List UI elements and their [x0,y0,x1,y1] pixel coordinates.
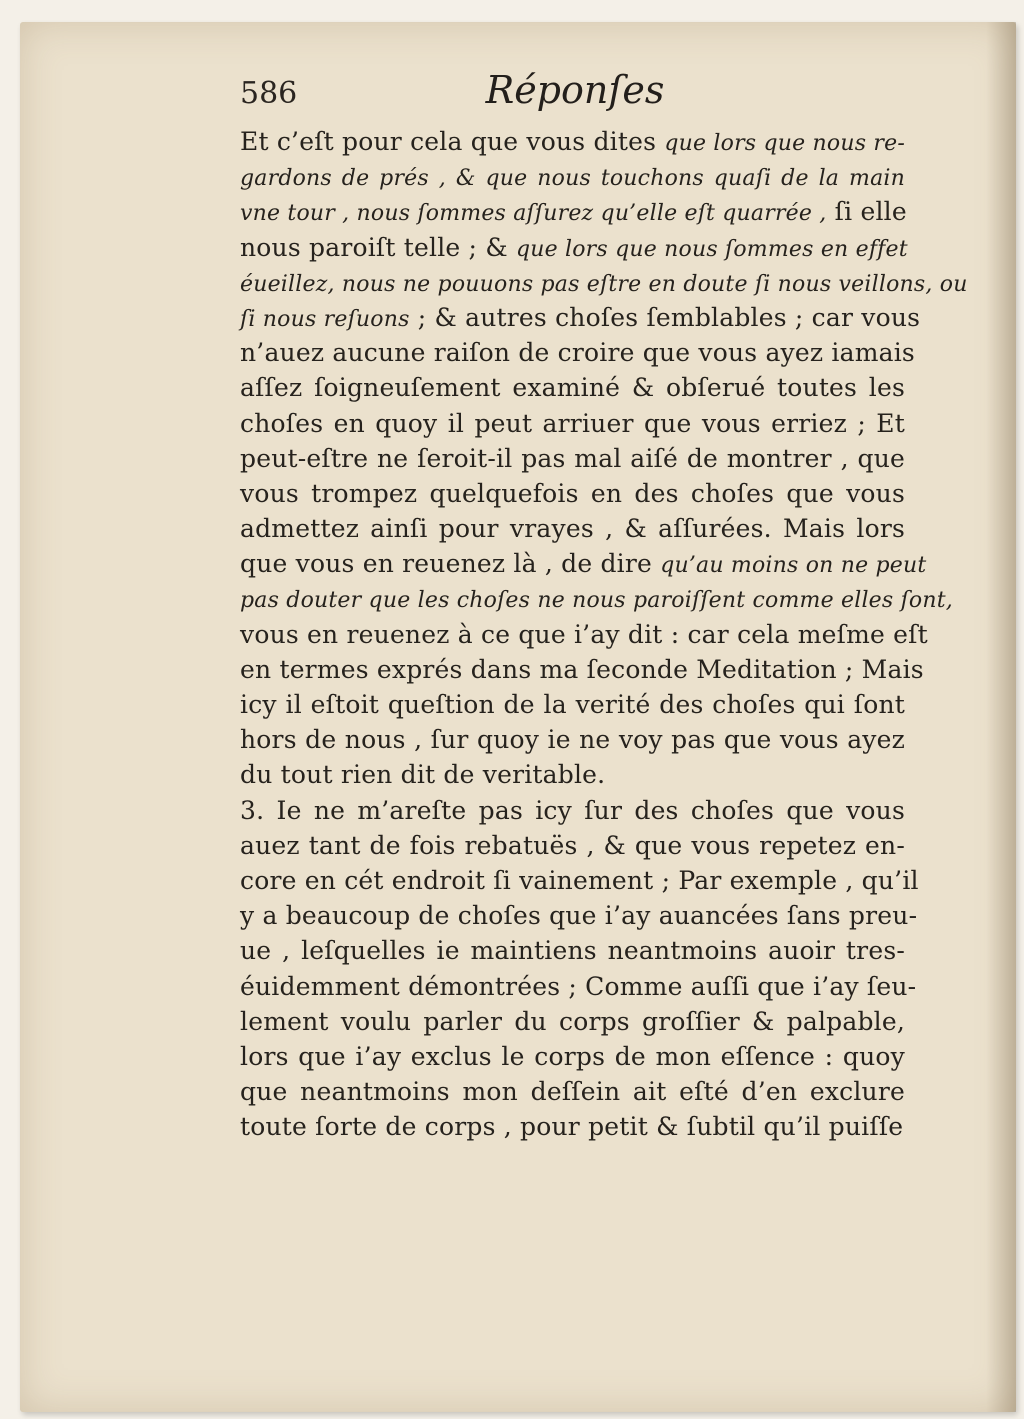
text-run: hors de nous , ſur quoy ie ne voy pas que vous ayez [240,725,905,755]
text-run: en termes exprés dans ma ſeconde Meditation ; Mais [240,654,924,684]
text-line [240,441,905,476]
text-line [240,898,918,933]
text-run: auez tant de fois rebatuës , & que vous repetez en- [240,830,905,860]
text-run: y a beaucoup de choſes que i’ay auancées ſans preu- [240,901,918,931]
text-run: ; & autres choſes ſemblables ; car vous [409,302,921,332]
text-run: core en cét endroit ſi vainement ; Par exemple , qu’il [240,865,919,895]
page-edge-shadow [986,22,1016,1412]
text-run: 3. Ie ne m’areſte pas icy ſur des choſes que vous [240,795,905,825]
page-header [240,68,910,120]
text-run: nous paroiſt telle ; & [240,232,516,262]
page-number: 586 [240,76,298,111]
text-run: ue , leſquelles ie maintiens neantmoins auoir tres- [240,936,905,966]
text-line [240,793,905,828]
text-line [240,722,905,757]
text-line [240,757,905,792]
text-run: choſes en quoy il peut arriuer que vous erriez ; Et [240,408,905,438]
italic-text-run: gardons de prés , & que nous touchons quaſi de la main [240,166,905,192]
text-line [240,863,919,898]
text-run: lors que i’ay exclus le corps de mon eſſence : quoy [240,1041,905,1071]
text-line [240,194,905,229]
text-line [240,828,905,863]
text-run: peut-eſtre ne ſeroit-il pas mal aiſé de montrer , que [240,443,905,473]
text-line [240,1074,905,1109]
text-line [240,300,921,335]
text-line [240,933,905,968]
italic-text-run: que lors que nous ſommes en effet [515,236,908,262]
text-run: du tout rien dit de veritable. [240,760,606,790]
text-line [240,1004,905,1039]
text-line [240,370,905,405]
text-line [240,159,905,194]
text-run: que neantmoins mon deſſein ait eſté d’en exclure [240,1077,905,1107]
text-run: aſſez ſoigneuſement examiné & obſerué toutes les [240,373,905,403]
italic-text-run: pas douter que les choſes ne nous paroiſſent comme elles ſont, [240,588,953,614]
text-line [240,511,905,546]
text-line [240,230,908,265]
text-run: que vous en reuenez là , de dire [240,549,661,579]
text-run: Et c’eſt pour cela que vous dites [240,127,665,156]
text-run: n’auez aucune raiſon de croire que vous ayez iamais [240,338,915,368]
text-line [240,581,953,616]
text-line [240,476,905,511]
text-line [240,969,917,1004]
italic-text-run: éueillez, nous ne pouuons pas eſtre en doute ſi nous veillons, ou [240,271,968,297]
text-line [240,406,905,441]
italic-text-run: ſi nous reſuons [240,306,410,332]
text-line [240,617,928,652]
text-line [240,1109,905,1144]
text-line [240,546,927,581]
text-line [240,124,905,159]
italic-text-run: vne tour , nous ſommes aſſurez qu’elle eſt quarrée , [240,201,827,227]
text-line [240,1039,905,1074]
text-run: icy il eſtoit queſtion de la verité des choſes qui ſont [240,690,905,719]
text-run: éuidemment démontrées ; Comme auſſi que i’ay ſeu- [240,971,917,1001]
text-run: ſi elle [826,197,907,227]
text-line [240,652,924,687]
italic-text-run: qu’au moins on ne peut [660,553,927,579]
text-run: admettez ainſi pour vrayes , & aſſurées. Mais lors [240,514,905,544]
text-run: toute ſorte de corps , pour petit & ſubtil qu’il puiſſe [240,1112,904,1142]
running-head: Réponſes [485,68,665,112]
body-text [240,124,968,1144]
text-line [240,687,905,722]
text-run: lement voulu parler du corps groſſier & palpable, [240,1006,905,1036]
text-line [240,335,915,370]
text-line [240,265,968,300]
text-run: vous en reuenez à ce que i’ay dit : car cela meſme eſt [240,619,928,649]
italic-text-run: que lors que nous re- [664,131,905,156]
text-run: vous trompez quelquefois en des choſes que vous [240,478,905,508]
